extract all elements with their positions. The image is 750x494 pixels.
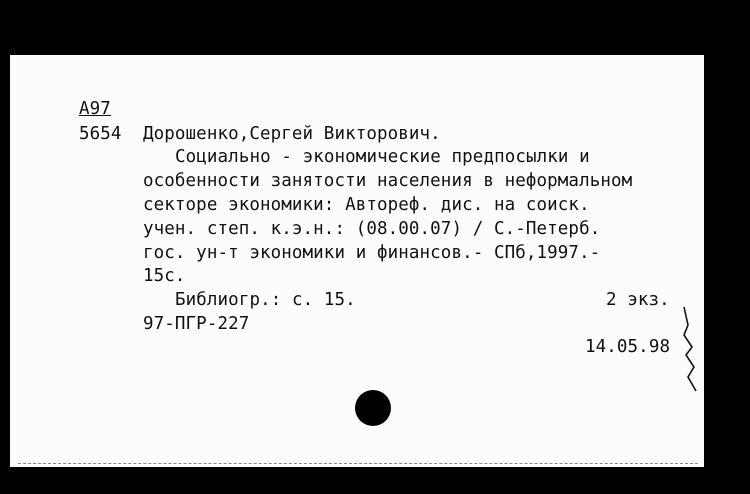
title-line-3: секторе экономики: Автореф. дис. на соиск.	[143, 195, 590, 215]
card-date: 14.05.98	[585, 337, 671, 357]
title-line-2: особенности занятости населения в неформальном	[143, 171, 633, 191]
title-line-1: Социально - экономические предпосылки и	[175, 147, 590, 167]
title-line-4: учен. степ. к.э.н.: (08.00.07) / С.-Петерб.	[143, 219, 601, 239]
card-bottom-edge	[18, 461, 698, 464]
title-line-6: 15с.	[143, 266, 186, 286]
registration-number: 97-ПГР-227	[143, 314, 250, 334]
bibliography-note: Библиогр.: с. 15.	[175, 290, 356, 310]
card-number: 5654	[79, 124, 122, 144]
punch-hole	[355, 390, 391, 426]
pen-mark	[676, 305, 706, 395]
shelf-mark: А97	[79, 99, 111, 119]
author-name: Дорошенко,Сергей Викторович.	[143, 124, 441, 144]
title-line-5: гос. ун-т экономики и финансов.- СПб,1997.-	[143, 243, 601, 263]
copies-count: 2 экз.	[606, 290, 670, 310]
